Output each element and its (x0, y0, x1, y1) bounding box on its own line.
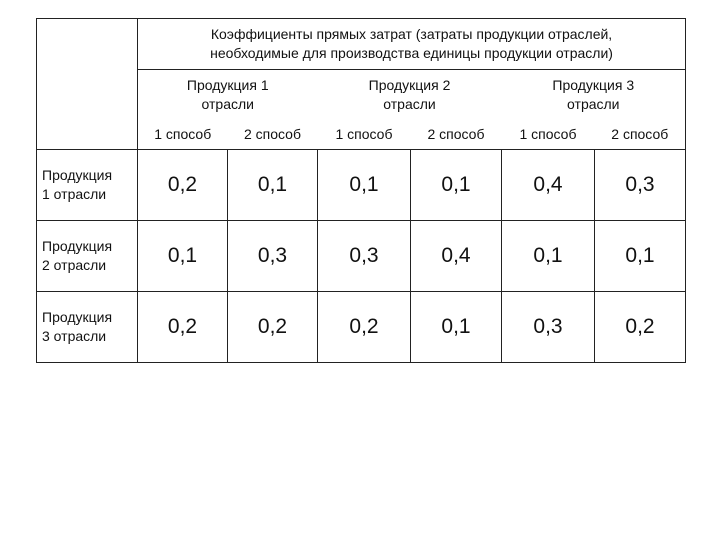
method-header: 2 способ (228, 119, 318, 150)
product-header-2 (318, 70, 502, 119)
value-cell: 0,1 (138, 221, 228, 292)
value-cell: 0,3 (595, 150, 686, 221)
main-header-cell (138, 19, 686, 70)
value-cell: 0,3 (228, 221, 318, 292)
product-header-line1: Продукция 2 (368, 76, 451, 93)
method-header: 2 способ (411, 119, 502, 150)
corner-cell (37, 19, 138, 150)
value-cell: 0,3 (502, 292, 595, 363)
value-cell: 0,1 (502, 221, 595, 292)
value-cell: 0,2 (138, 150, 228, 221)
table-row (37, 292, 686, 363)
method-header: 2 способ (595, 119, 686, 150)
value-cell: 0,4 (502, 150, 595, 221)
method-header: 1 способ (138, 119, 228, 150)
table-row (37, 221, 686, 292)
value-cell: 0,2 (138, 292, 228, 363)
value-cell: 0,4 (411, 221, 502, 292)
product-header-1 (138, 70, 318, 119)
product-header-3 (502, 70, 686, 119)
row-label-line1: Продукция (42, 238, 113, 254)
product-header-line1: Продукция 3 (552, 76, 635, 93)
value-cell: 0,2 (318, 292, 411, 363)
value-cell: 0,2 (228, 292, 318, 363)
main-header-line1: Коэффициенты прямых затрат (затраты продукции отраслей, (210, 26, 613, 43)
value-cell: 0,2 (595, 292, 686, 363)
value-cell: 0,1 (318, 150, 411, 221)
value-cell: 0,1 (228, 150, 318, 221)
method-header: 1 способ (318, 119, 411, 150)
value-cell: 0,1 (411, 292, 502, 363)
row-label (37, 221, 138, 292)
value-cell: 0,1 (411, 150, 502, 221)
method-header: 1 способ (502, 119, 595, 150)
row-label-line1: Продукция (42, 167, 113, 183)
row-label (37, 292, 138, 363)
main-header-line2: необходимые для производства единицы продукции отрасли) (210, 45, 613, 62)
row-label-line2: 3 отрасли (42, 328, 107, 344)
row-label (37, 150, 138, 221)
value-cell: 0,3 (318, 221, 411, 292)
product-header-line2: отрасли (383, 95, 436, 112)
row-label-line2: 1 отрасли (42, 186, 107, 202)
header-row-main (37, 19, 686, 70)
table-row (37, 150, 686, 221)
product-header-line2: отрасли (201, 95, 254, 112)
row-label-line2: 2 отрасли (42, 257, 107, 273)
value-cell: 0,1 (595, 221, 686, 292)
product-header-line1: Продукция 1 (186, 76, 269, 93)
coefficients-table (36, 18, 686, 363)
row-label-line1: Продукция (42, 309, 113, 325)
product-header-line2: отрасли (567, 95, 620, 112)
